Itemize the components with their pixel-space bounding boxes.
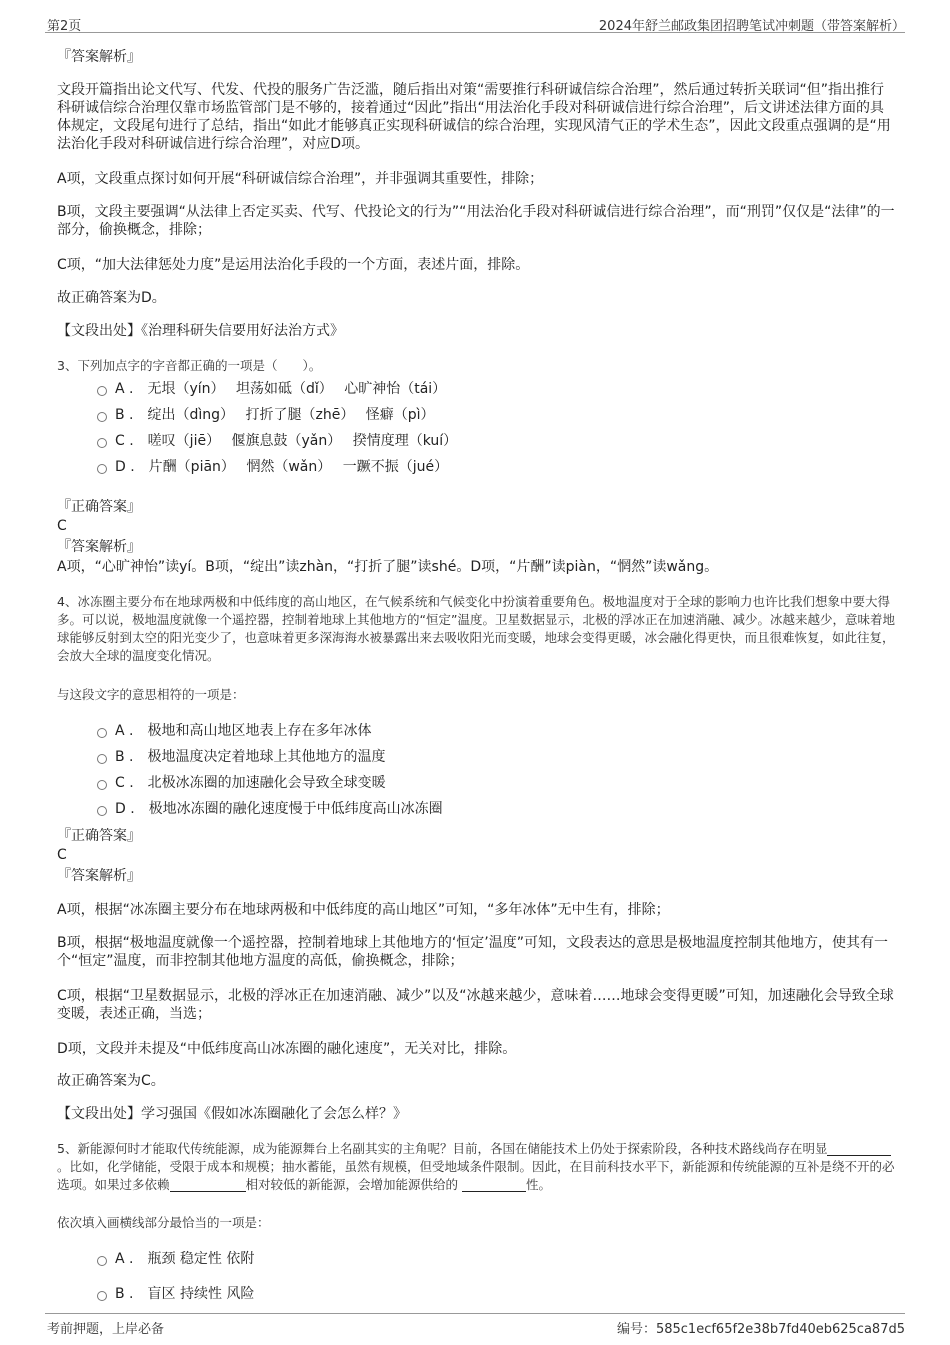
- q4-answer-label: 『正确答案』: [57, 828, 141, 844]
- q2-analysis-b: B项，文段主要强调“从法律上否定买卖、代写、代投论文的行为”“用法治化手段对科研诚信进行综合治理”，而“刑罚”仅仅是“法律”的一部分，偷换概念，排除；: [57, 204, 895, 238]
- radio-icon[interactable]: [97, 728, 107, 738]
- q5-stem: 5、新能源何时才能取代传统能源，成为能源舞台上名副其实的主角呢？目前，各国在储能技术上仍处于探索阶段，各种技术路线尚存在明显。比如，化学储能，受限于成本和规模；抽水蓄能，虽然有规模，但受地域条件限制。因此，在目前科技水平下，新能源和传统能源的互补是绕不开的必选项。如果过多依赖 相对较低的新能源，会增加能源供给的 性。: [57, 1141, 895, 1192]
- radio-icon[interactable]: [97, 1291, 107, 1301]
- q4-option-c[interactable]: C . 北极冰冻圈的加速融化会导致全球变暖: [97, 774, 386, 792]
- radio-icon[interactable]: [97, 780, 107, 790]
- q4-source: 【文段出处】学习强国《假如冰冻圈融化了会怎么样？》: [57, 1106, 407, 1122]
- footer-slogan: 考前押题，上岸必备: [47, 1322, 165, 1337]
- q5-option-a[interactable]: A . 瓶颈 稳定性 依附: [97, 1250, 254, 1268]
- blank-3: [462, 1177, 526, 1192]
- blank-2: [170, 1177, 246, 1192]
- document-title: 2024年舒兰邮政集团招聘笔试冲刺题（带答案解析）: [598, 19, 905, 34]
- q4-analysis-c: C项，根据“卫星数据显示，北极的浮冰正在加速消融、减少”以及“冰越来越少，意味着……地球会变得更暖”可知，加速融化会导致全球变暖，表述正确，当选；: [57, 988, 894, 1022]
- radio-icon[interactable]: [97, 754, 107, 764]
- q3-analysis-label: 『答案解析』: [57, 539, 141, 555]
- q2-analysis-a: A项，文段重点探讨如何开展“科研诚信综合治理”，并非强调其重要性，排除；: [57, 171, 544, 187]
- q4-conclusion: 故正确答案为C。: [57, 1073, 165, 1089]
- q5-option-b[interactable]: B . 盲区 持续性 风险: [97, 1285, 254, 1303]
- q2-analysis-c: C项，“加大法律惩处力度”是运用法治化手段的一个方面，表述片面，排除。: [57, 257, 530, 273]
- q3-option-b[interactable]: B . 绽出（dìng） 打折了腿（zhē） 怪癖（pì）: [97, 406, 435, 424]
- radio-icon[interactable]: [97, 412, 107, 422]
- document-id: 编号：585c1ecf65f2e38b7fd40eb625ca87d5: [616, 1322, 905, 1337]
- q3-option-d[interactable]: D . 片酬（piān） 惘然（wǎn） 一蹶不振（jué）: [97, 458, 448, 476]
- q4-analysis-label: 『答案解析』: [57, 868, 141, 884]
- page-number: 第2页: [47, 19, 82, 34]
- q3-answer-label: 『正确答案』: [57, 499, 141, 515]
- q3-stem: 3、下列加点字的字音都正确的一项是（ ）。: [57, 358, 322, 373]
- q3-option-a[interactable]: A . 无垠（yín） 坦荡如砥（dǐ） 心旷神怡（tái）: [97, 380, 446, 398]
- q4-stem: 4、冰冻圈主要分布在地球两极和中低纬度的高山地区，在气候系统和气候变化中扮演着重要角色。极地温度对于全球的影响力也许比我们想象中要大得多。可以说，极地温度就像一个遥控器，控制着地球上其他地方的“恒定”温度。卫星数据显示，北极的浮冰正在加速消融、减少。冰越来越少，意味着地球能够反射到太空的阳光变少了，也意味着更多深海海水被暴露出来去吸收阳光而变暖，地球会变得更暖，冰会融化得更快，而且很难恢复，如此往复，会放大全球的温度变化情况。: [57, 594, 895, 663]
- q4-option-b[interactable]: B . 极地温度决定着地球上其他地方的温度: [97, 748, 386, 766]
- q4-option-a[interactable]: A . 极地和高山地区地表上存在多年冰体: [97, 722, 371, 740]
- page-header: [45, 12, 905, 33]
- q4-prompt: 与这段文字的意思相符的一项是：: [57, 687, 245, 702]
- q4-analysis-b: B项，根据“极地温度就像一个遥控器，控制着地球上其他地方的‘恒定’温度”可知，文段表达的意思是极地温度控制其他地方，使其有一个“恒定”温度，而非控制其他地方温度的高低，偷换概念，排除；: [57, 935, 889, 969]
- blank-1: [827, 1141, 891, 1156]
- radio-icon[interactable]: [97, 464, 107, 474]
- radio-icon[interactable]: [97, 386, 107, 396]
- q5-prompt: 依次填入画横线部分最恰当的一项是：: [57, 1215, 270, 1230]
- q4-analysis-d: D项，文段并未提及“中低纬度高山冰冻圈的融化速度”，无关对比，排除。: [57, 1041, 517, 1057]
- q4-analysis-a: A项，根据“冰冻圈主要分布在地球两极和中低纬度的高山地区”可知，“多年冰体”无中生有，排除；: [57, 902, 670, 918]
- q2-analysis-paragraph: 文段开篇指出论文代写、代发、代投的服务广告泛滥，随后指出对策“需要推行科研诚信综合治理”，然后通过转折关联词“但”指出推行科研诚信综合治理仅靠市场监管部门是不够的，接着通过“因此”指出“用法治化手段对科研诚信进行综合治理”，后文讲述法律方面的具体规定，文段尾句进行了总结，指出“如此才能够真正实现科研诚信的综合治理，实现风清气正的学术生态”，因此文段重点强调的是“用法治化手段对科研诚信进行综合治理”，对应D项。: [57, 82, 891, 152]
- q2-analysis-label: 『答案解析』: [57, 49, 141, 65]
- radio-icon[interactable]: [97, 1256, 107, 1266]
- q3-option-c[interactable]: C . 嗟叹（jiē） 偃旗息鼓（yǎn） 揆情度理（kuí）: [97, 432, 457, 450]
- page-footer: [45, 1313, 905, 1337]
- q2-conclusion: 故正确答案为D。: [57, 290, 166, 306]
- q4-option-d[interactable]: D . 极地冰冻圈的融化速度慢于中低纬度高山冰冻圈: [97, 800, 443, 818]
- radio-icon[interactable]: [97, 438, 107, 448]
- q3-answer: C: [57, 518, 67, 534]
- q4-answer: C: [57, 847, 67, 863]
- radio-icon[interactable]: [97, 806, 107, 816]
- q3-analysis: A项，“心旷神怡”读yí。B项，“绽出”读zhàn，“打折了腿”读shé。D项，“片酬”读piàn，“惘然”读wǎng。: [57, 559, 719, 575]
- q2-source: 【文段出处】《治理科研失信要用好法治方式》: [57, 323, 344, 339]
